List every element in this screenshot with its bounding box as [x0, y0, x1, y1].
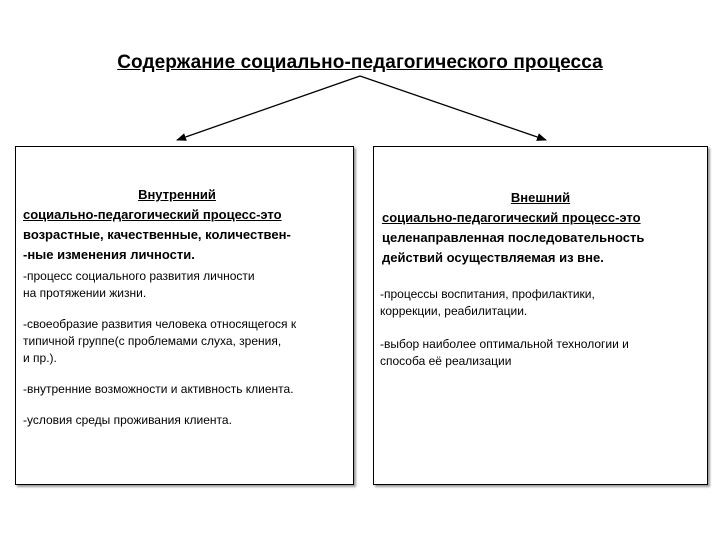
internal-process-box [15, 146, 354, 485]
internal-definition-line: социально-педагогический процесс-это [23, 207, 282, 222]
internal-items [23, 268, 296, 429]
list-item-line: -процесс социального развития личности [23, 269, 255, 283]
external-definition [382, 208, 644, 268]
list-item-line: способа её реализации [380, 354, 512, 368]
internal-definition [23, 205, 291, 265]
list-item-line: коррекции, реабилитации. [380, 304, 528, 318]
list-item-line: -своеобразие развития человека относящегося к [23, 317, 297, 331]
list-item-line: -процессы воспитания, профилактики, [380, 287, 595, 301]
list-item [23, 381, 296, 398]
list-item [380, 286, 629, 320]
list-item-line: -выбор наиболее оптимальной технологии и [380, 337, 629, 351]
list-item [23, 268, 296, 302]
list-item [380, 336, 629, 370]
list-item [23, 412, 296, 429]
external-definition-line: действий осуществляемая из вне. [382, 250, 604, 265]
list-item-line: и пр.). [23, 351, 57, 365]
list-item-line: -условия среды проживания клиента. [23, 413, 232, 427]
external-definition-line: социально-педагогический процесс-это [382, 210, 641, 225]
external-process-box [373, 146, 708, 485]
list-item-line: типичной группе(с проблемами слуха, зрения, [23, 334, 282, 348]
internal-definition-line: возрастные, качественные, количествен- [23, 227, 291, 242]
arrow-to-external [360, 76, 546, 140]
internal-heading: Внутренний [138, 187, 216, 202]
arrow-to-internal [177, 76, 360, 140]
external-definition-line: целенаправленная последовательность [382, 230, 645, 245]
external-heading: Внешний [510, 190, 571, 205]
external-items [380, 286, 629, 370]
list-item-line: -внутренние возможности и активность клиента. [23, 382, 294, 396]
list-item-line: на протяжении жизни. [23, 286, 147, 300]
list-item [23, 316, 296, 367]
diagram-title: Содержание социально-педагогического процесса [117, 52, 603, 73]
internal-definition-line: -ные изменения личности. [23, 247, 195, 262]
